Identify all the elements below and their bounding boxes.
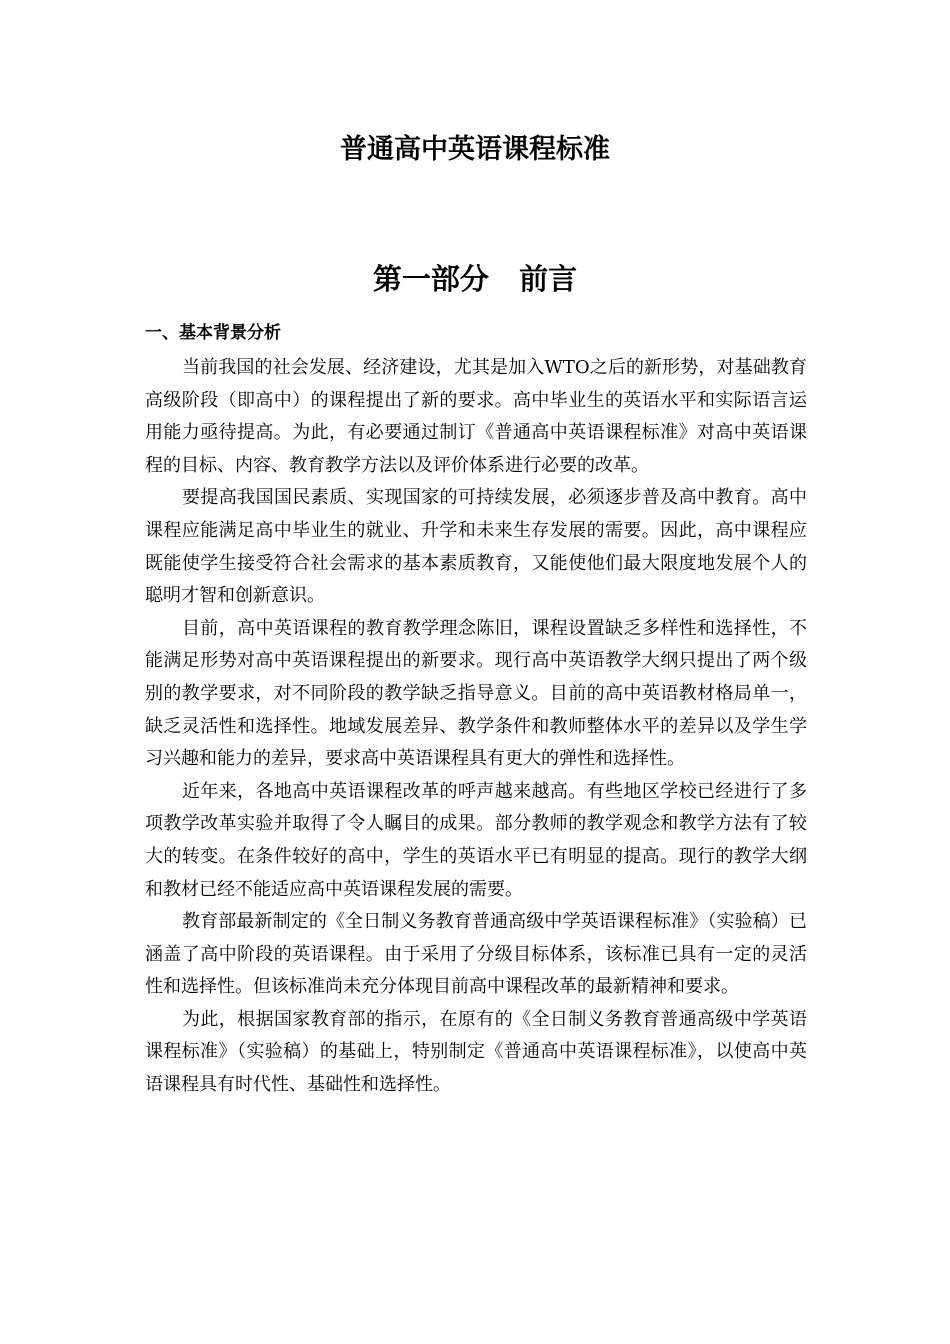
paragraph: 为此，根据国家教育部的指示，在原有的《全日制义务教育普通高级中学英语课程标准》（实验稿）的基础上，特别制定《普通高中英语课程标准》，以使高中英语课程具有时代性、基础性和选择性。 xyxy=(145,1008,807,1096)
paragraph: 目前，高中英语课程的教育教学理念陈旧，课程设置缺乏多样性和选择性，不能满足形势对高中英语课程提出的新要求。现行高中英语教学大纲只提出了两个级别的教学要求，对不同阶段的教学缺乏指导意义。目前的高中英语教材格局单一，缺乏灵活性和选择性。地域发展差异、教学条件和教师整体水平的差异以及学生学习兴趣和能力的差异，要求高中英语课程具有更大的弹性和选择性。 xyxy=(145,617,807,770)
paragraph: 当前我国的社会发展、经济建设，尤其是加入WTO之后的新形势，对基础教育高级阶段（即高中）的课程提出了新的要求。高中毕业生的英语水平和实际语言运用能力亟待提高。为此，有必要通过制订《普通高中英语课程标准》对高中英语课程的目标、内容、教育教学方法以及评价体系进行必要的改革。 xyxy=(145,357,807,476)
paragraph: 近年来，各地高中英语课程改革的呼声越来越高。有些地区学校已经进行了多项教学改革实验并取得了令人瞩目的成果。部分教师的教学观念和教学方法有了较大的转变。在条件较好的高中，学生的英语水平已有明显的提高。现行的教学大纲和教材已经不能适应高中英语课程发展的需要。 xyxy=(145,780,807,900)
document-title: 普通高中英语课程标准 xyxy=(340,134,610,165)
body-text xyxy=(145,352,807,1102)
part-title: 第一部分 前言 xyxy=(372,262,578,296)
paragraph: 要提高我国国民素质、实现国家的可持续发展，必须逐步普及高中教育。高中课程应能满足高中毕业生的就业、升学和未来生存发展的需要。因此，高中课程应既能使学生接受符合社会需求的基本素质教育，又能使他们最大限度地发展个人的聪明才智和创新意识。 xyxy=(145,487,807,607)
paragraph: 教育部最新制定的《全日制义务教育普通高级中学英语课程标准》（实验稿）已涵盖了高中阶段的英语课程。由于采用了分级目标体系，该标准已具有一定的灵活性和选择性。但该标准尚未充分体现目前高中课程改革的最新精神和要求。 xyxy=(145,911,807,998)
section-heading: 一、基本背景分析 xyxy=(145,323,281,343)
